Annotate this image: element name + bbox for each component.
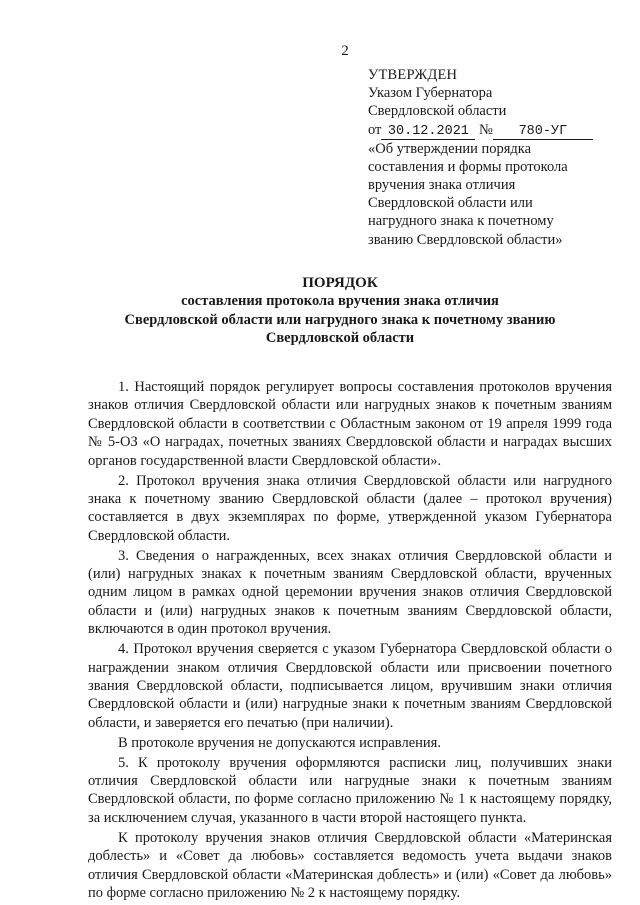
paragraph: К протоколу вручения знаков отличия Свердловской области «Материнская доблесть» и «Совет да любовь» составляется ведомость учета выдачи знаков отличия Свердловской области «Материнская доблесть» и (или) «Совет да любовь» по форме согласно приложению № 2 к настоящему порядку. <box>88 829 612 901</box>
approval-stamp: УТВЕРЖДЕН <box>368 67 458 83</box>
approval-line: Указом Губернатора <box>368 85 493 102</box>
number-prefix: № <box>479 121 493 138</box>
decree-title-line: званию Свердловской области» <box>368 231 563 248</box>
decree-number: 780-УГ <box>493 125 593 140</box>
paragraph: 3. Сведения о награжденных, всех знаках отличия Свердловской области и (или) нагрудных знаках к почетным званиям Свердловской области, врученных одним лицом в рамках одной церемонии вручения знаков отличия Свердловской области и (или) нагрудных знаков к почетным званиям Свердловской области, включаются в один протокол вручения. <box>88 547 612 638</box>
decree-date: 30.12.2021 <box>381 125 475 140</box>
approval-line: Свердловской области <box>368 103 507 120</box>
document-subtitle-line: Свердловской области или нагрудного знака к почетному званию <box>124 311 556 328</box>
paragraph: 1. Настоящий порядок регулирует вопросы составления протоколов вручения знаков отличия Свердловской области или нагрудных знаков к почетным званиям Свердловской области в соответствии с Областным законом от 19 апреля 1999 года № 5-ОЗ «О наградах, почетных званиях Свердловской области и наградах высших органов государственной власти Свердловской области». <box>88 379 612 469</box>
paragraph: В протоколе вручения не допускаются исправления. <box>118 734 441 751</box>
document-title: ПОРЯДОК <box>302 275 378 291</box>
paragraph: 2. Протокол вручения знака отличия Свердловской области или нагрудного знака к почетному званию Свердловской области (далее – протокол вручения) составляется в двух экземплярах по форме, утвержденной указом Губернатора Свердловской области. <box>88 472 612 544</box>
paragraph: 5. К протоколу вручения оформляются расписки лиц, получивших знаки отличия Свердловской области или нагрудные знаки к почетным званиям Свердловской области, по форме согласно приложению № 1 к настоящему порядку, за исключением случая, указанного в части второй настоящего пункта. <box>88 754 612 826</box>
document-body <box>88 378 612 902</box>
document-subtitle-line: Свердловской области <box>265 330 415 347</box>
page-number: 2 <box>341 43 349 59</box>
date-prefix: от <box>368 121 382 138</box>
approval-date-line <box>368 121 608 140</box>
paragraph: 4. Протокол вручения сверяется с указом Губернатора Свердловской области о награждении знаком отличия Свердловской области или присвоении почетного звания Свердловской области, подписывается лицом, вручившим знаки отличия Свердловской области и (или) нагрудные знаки к почетным званиям Свердловской области, и заверяется его печатью (при наличии). <box>88 641 612 731</box>
approval-block <box>368 66 608 249</box>
decree-title-line: нагрудного знака к почетному <box>368 213 554 230</box>
document-subtitle-line: составления протокола вручения знака отличия <box>181 293 499 310</box>
decree-title-line: «Об утверждении порядка <box>368 140 532 157</box>
decree-title-line: Свердловской области или <box>368 195 533 212</box>
decree-title-line: вручения знака отличия <box>368 177 516 194</box>
document-heading <box>40 274 640 348</box>
decree-title-line: составления и формы протокола <box>368 158 568 175</box>
